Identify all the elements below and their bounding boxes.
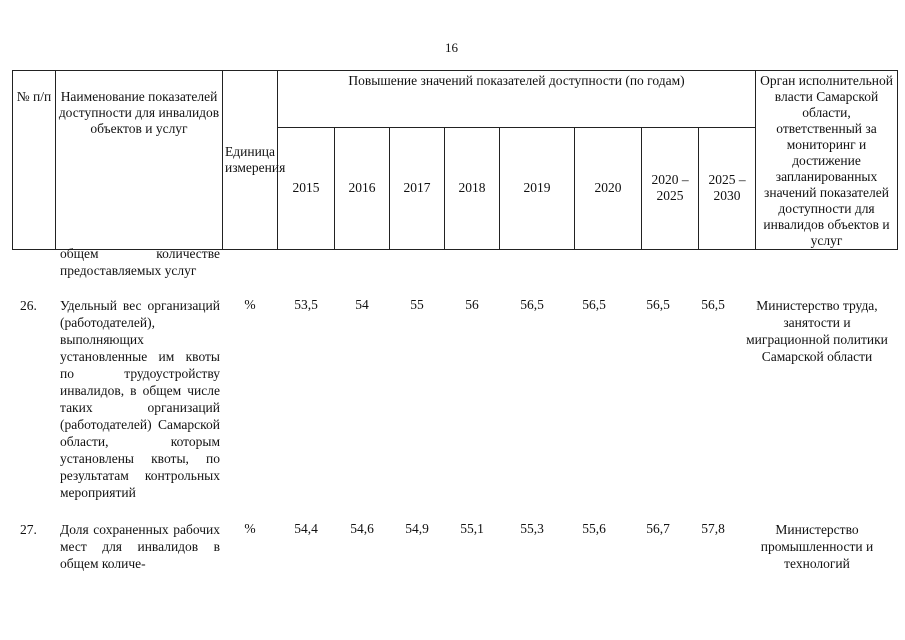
row-value: 54 bbox=[355, 297, 369, 312]
table-header bbox=[12, 70, 898, 250]
row-value: 56,5 bbox=[582, 297, 606, 312]
header-year: 2015 bbox=[278, 127, 335, 249]
header-year: 2018 bbox=[445, 127, 500, 249]
page-number: 16 bbox=[445, 40, 458, 55]
row-name: Удельный вес организаций (работодателей), выполняющих установленные им квоты по трудоустройству инвалидов, в общем числе таких организаций (работодателей) Самарской области, которым установлены квоты, по результатам контрольных мероприятий bbox=[60, 298, 220, 500]
row-value: 56,7 bbox=[646, 521, 670, 536]
row-organ: Министерство труда, занятости и миграционной политики Самарской области bbox=[746, 298, 888, 364]
row-value: 55,6 bbox=[582, 521, 606, 536]
header-np: № п/п bbox=[13, 71, 56, 250]
row-value: 57,8 bbox=[701, 521, 725, 536]
header-year: 2016 bbox=[335, 127, 390, 249]
row-value: 56,5 bbox=[646, 297, 670, 312]
row-number: 27. bbox=[20, 522, 37, 537]
header-year: 2017 bbox=[390, 127, 445, 249]
row-value: 56,5 bbox=[520, 297, 544, 312]
header-name: Наименование показателей доступности для инвалидов объектов и услуг bbox=[56, 71, 223, 250]
row-value: 55,1 bbox=[460, 521, 484, 536]
row-value: 54,4 bbox=[294, 521, 318, 536]
header-organ: Орган исполнительной власти Самарской области, ответственный за мониторинг и достижение запланированных значений показателей доступности для инвалидов объектов и услуг bbox=[756, 71, 898, 250]
row-name: Доля сохраненных рабочих мест для инвалидов в общем количе- bbox=[60, 522, 220, 571]
row-value: 55 bbox=[410, 297, 424, 312]
header-year: 2020 bbox=[575, 127, 642, 249]
header-unit: Единица измерения bbox=[223, 71, 278, 250]
row-value: 54,9 bbox=[405, 521, 429, 536]
row-value: 56,5 bbox=[701, 297, 725, 312]
row-unit: % bbox=[244, 521, 256, 536]
continuation-text: общем количестве предоставляемых услуг bbox=[60, 246, 220, 278]
row-value: 53,5 bbox=[294, 297, 318, 312]
row-value: 54,6 bbox=[350, 521, 374, 536]
header-year: 2025 – 2030 bbox=[699, 127, 756, 249]
row-number: 26. bbox=[20, 298, 37, 313]
row-organ: Министерство промышленности и технологий bbox=[760, 522, 874, 571]
header-year: 2019 bbox=[500, 127, 575, 249]
header-year: 2020 – 2025 bbox=[642, 127, 699, 249]
row-value: 55,3 bbox=[520, 521, 544, 536]
row-unit: % bbox=[244, 297, 256, 312]
header-group: Повышение значений показателей доступности (по годам) bbox=[278, 71, 756, 128]
row-value: 56 bbox=[465, 297, 479, 312]
